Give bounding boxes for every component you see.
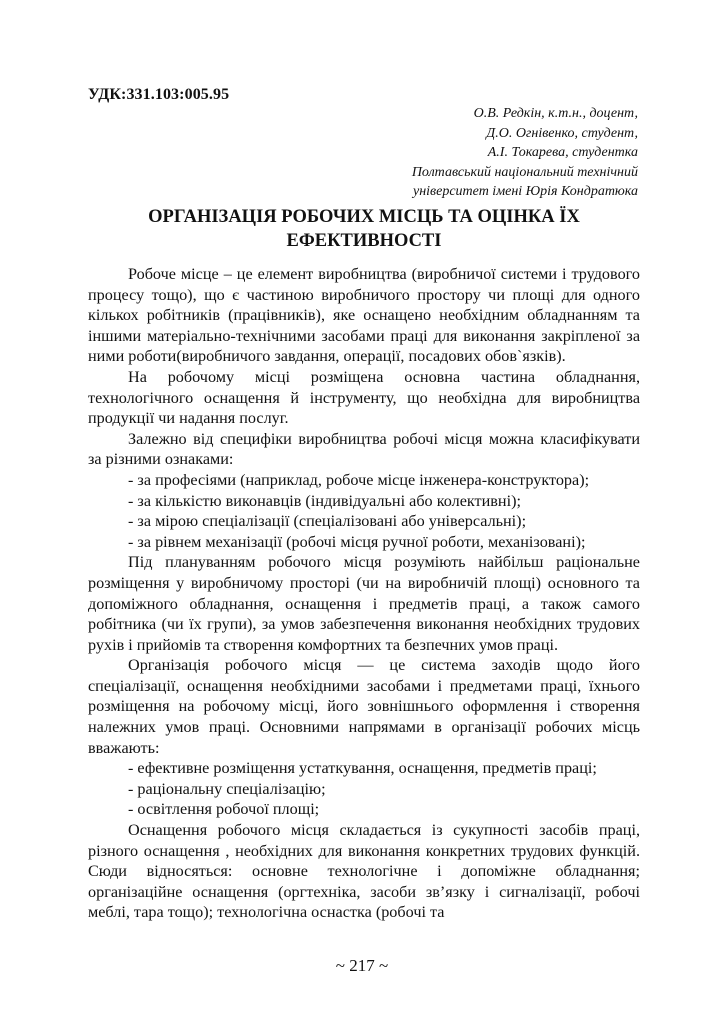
paper-body [88,264,640,923]
list-item: - за мірою спеціалізації (спеціалізовані або універсальні); [128,512,527,531]
affiliation-line: Полтавський національний технічний [411,164,638,180]
body-paragraph: Оснащення робочого місця складається із сукупності засобів праці, різного оснащення , необхідних для виконання конкретних трудових функцій. Сюди відносяться: основне технологічне і допоміжне обладнання; організаційне оснащення (оргтехніка, засоби зв’язку і сигналізації, робочі меблі, тара тощо); технологічна оснастка (робочі та [88,821,640,922]
body-paragraph: На робочому місці розміщена основна частина обладнання, технологічного оснащення й інструменту, що необхідна для виробництва продукції чи надання послуг. [88,367,640,428]
list-item: - раціональну спеціалізацію; [128,779,326,798]
body-paragraph: Залежно від специфіки виробництва робочі місця можна класифікувати за різними ознаками: [88,429,640,469]
body-paragraph: Робоче місце – це елемент виробництва (виробничої системи і трудового процесу тощо), що є частиною виробничого простору чи площі для одного кількох робітників (працівників), яке оснащено необхідним обладнанням та іншими матеріально-технічними засобами праці для виконання закріпленої за ними роботи(виробничого завдання, операції, посадових обов`язків). [88,265,640,366]
list-item: - за кількістю виконавців (індивідуальні або колективні); [128,491,521,510]
list-item: - за професіями (наприклад, робоче місце інженера-конструктора); [128,470,590,489]
list-item: - ефективне розміщення устаткування, оснащення, предметів праці; [128,759,597,778]
author-line: О.В. Редкін, к.т.н., доцент, [473,106,638,121]
affiliation-line: університет імені Юрія Кондратюка [413,184,638,199]
paper-title: ОРГАНІЗАЦІЯ РОБОЧИХ МІСЦЬ ТА ОЦІНКА ЇХ ЕФЕКТИВНОСТІ [148,207,580,251]
udk-code: УДК:331.103:005.95 [88,86,230,103]
list-item: - за рівнем механізації (робочі місця ручної роботи, механізовані); [128,532,586,551]
page-number: ~ 217 ~ [335,956,389,975]
list-item: - освітлення робочої площі; [128,800,320,819]
body-paragraph: Під плануванням робочого місця розуміють найбільш раціональне розміщення у виробничому просторі (чи на виробничій площі) основного та допоміжного обладнання, оснащення і предметів праці, а також самого робітника (чи їх групи), за умов забезпечення виконання необхідних трудових рухів і прийомів та створення комфортних та безпечних умов праці. [88,553,640,654]
author-line: Д.О. Огнівенко, студент, [486,125,638,141]
author-block [412,104,638,202]
body-paragraph: Організація робочого місця — це система заходів щодо його спеціалізації, оснащення необхідними засобами і предметами праці, їхнього розміщення на робочому місці, його зовнішнього оформлення і створення належних умов праці. Основними напрямами в організації робочих місць вважають: [88,656,640,757]
author-line: А.І. Токарева, студентка [487,145,638,160]
